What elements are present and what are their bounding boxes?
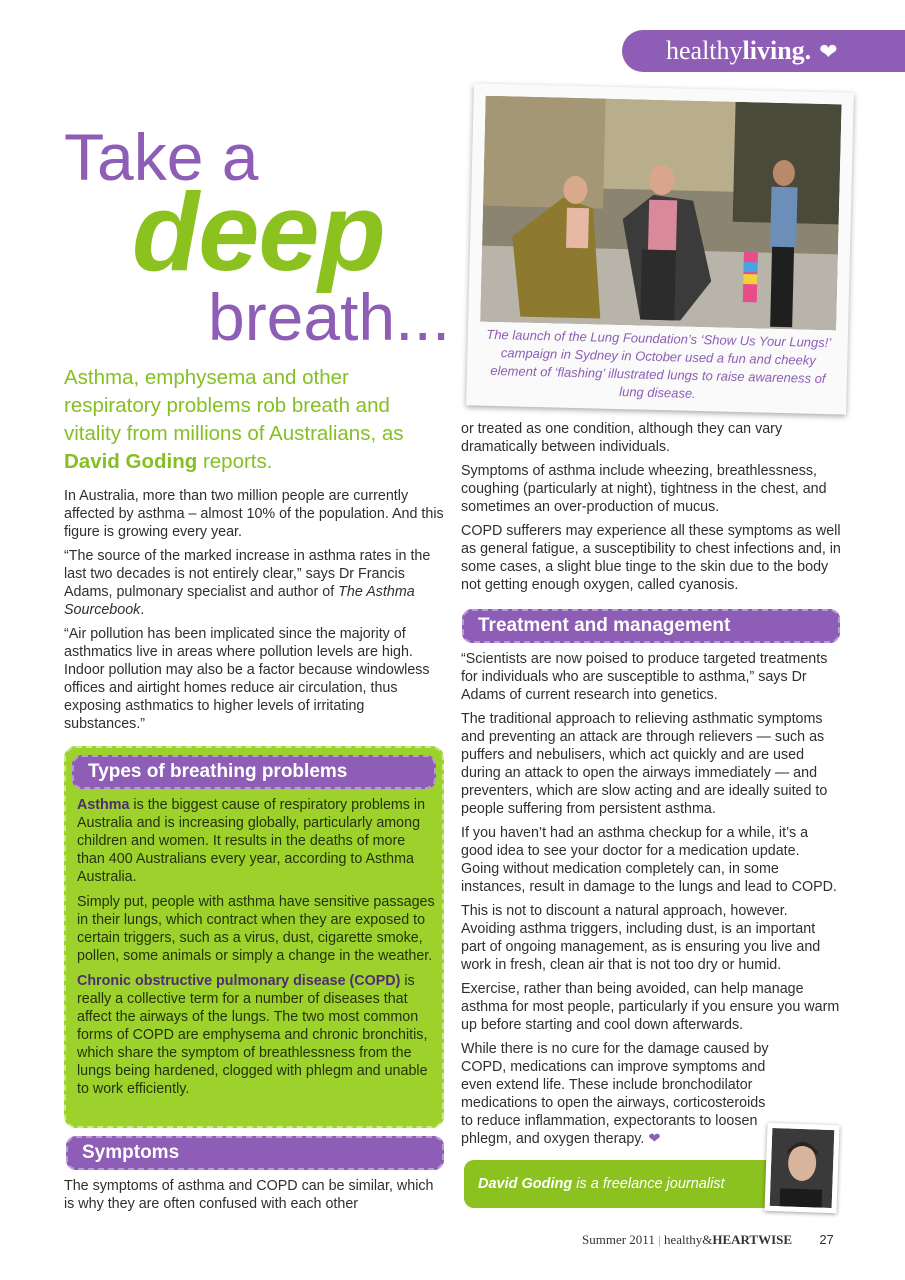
footer-separator: | xyxy=(658,1232,661,1247)
paragraph xyxy=(77,972,435,1098)
paragraph: Symptoms of asthma include wheezing, breathlessness, coughing (particularly at night), tightness in the chest, and sometimes an over-production of mucus. xyxy=(461,463,827,515)
author-name: David Goding xyxy=(478,1176,573,1192)
types-heading: Types of breathing problems xyxy=(72,755,436,789)
brand-regular: healthy& xyxy=(663,1232,713,1247)
author-role: is a freelance journalist xyxy=(572,1176,725,1192)
section-label-regular: healthy xyxy=(666,36,743,65)
paragraph: Simply put, people with asthma have sensitive passages in their lungs, which contract when they are exposed to certain triggers, such as a virus, dust, cigarette smoke, pollen, some animals or simply a change in the weather. xyxy=(77,894,435,964)
photo-caption: The launch of the Lung Foundation’s ‘Show Us Your Lungs!’ campaign in Sydney in October used a fun and cheeky element of ‘flashing’ illustrated lungs to raise awareness of lung disease. xyxy=(486,326,832,401)
paragraph: In Australia, more than two million people are currently affected by asthma – almost 10% of the population. And this figure is growing every year. xyxy=(64,488,444,540)
issue-date: Summer 2011 xyxy=(582,1232,655,1247)
paragraph: If you haven’t had an asthma checkup for a while, it’s a good idea to see your doctor for a medication update. Going without medication completely can, in some instances, result in damage to the lungs and lead to COPD. xyxy=(461,825,837,895)
left-column xyxy=(64,487,448,739)
paragraph: This is not to discount a natural approach, however. Avoiding asthma triggers, including dust, is an important part of ongoing management, as is ensuring you live and work in fresh, clean air that is not too dry or humid. xyxy=(461,903,821,973)
page-number: 27 xyxy=(819,1232,834,1247)
heart-icon: ❤ xyxy=(819,39,838,64)
paragraph xyxy=(77,796,435,886)
paragraph-text: is the biggest cause of respiratory problems in Australia and is increasing globally, particularly among children and women. It results in the deaths of more than 400 Australians every year, according to Asthma Australia. xyxy=(77,797,426,885)
paragraph: The traditional approach to relieving asthmatic symptoms and preventing an attack are through relievers — such as puffers and nebulisers, which act quickly and are used during an attack to open the airways immediately — and preventers, which are slow acting and are ideally suited to people suffering from persistent asthma. xyxy=(461,711,828,817)
photo-image xyxy=(480,96,841,331)
right-column xyxy=(461,420,841,1154)
paragraph-text: is really a collective term for a number of diseases that affect the airways of the lungs. The two most common forms of COPD are emphysema and chronic bronchitis, which share the symptom of breathlessness from the lungs being hardened, clogged with phlegm and unable to work efficiently. xyxy=(77,973,428,1097)
types-box-text xyxy=(77,796,435,1105)
paragraph xyxy=(461,1040,771,1148)
page-footer xyxy=(582,1232,834,1248)
paragraph-text: “The source of the marked increase in asthma rates in the last two decades is not entirely clear,” says Dr Francis Adams, pulmonary specialist and author of xyxy=(64,548,431,600)
paragraph: “Scientists are now poised to produce targeted treatments for individuals who are susceptible to asthma,” says Dr Adams of current research into genetics. xyxy=(461,651,828,703)
author-photo xyxy=(764,1123,839,1213)
standfirst-tail: reports. xyxy=(197,450,273,473)
paragraph: Exercise, rather than being avoided, can help manage asthma for most people, particularly if you ensure you warm up before starting and cool down afterwards. xyxy=(461,981,840,1033)
standfirst xyxy=(64,364,434,476)
magazine-brand xyxy=(664,1232,792,1247)
treatment-heading: Treatment and management xyxy=(462,609,840,643)
symptoms-text: The symptoms of asthma and COPD can be similar, which is why they are often confused with each other xyxy=(64,1178,434,1212)
term-copd: Chronic obstructive pulmonary disease (COPD) xyxy=(77,973,401,989)
brand-bold: HEARTWISE xyxy=(712,1232,793,1247)
paragraph-text: While there is no cure for the damage caused by COPD, medications can improve symptoms and even extend life. These include bronchodilator medications to open the airways, corticosteroids to reduce inflammation, expectorants to loosen phlegm, and oxygen therapy. xyxy=(461,1041,769,1147)
campaign-photo xyxy=(466,83,854,414)
headline-breath: breath... xyxy=(208,280,451,354)
book-title: The Asthma Sourcebook xyxy=(64,584,415,618)
heart-icon: ❤ xyxy=(648,1131,661,1147)
symptoms-heading: Symptoms xyxy=(66,1136,444,1170)
paragraph: COPD sufferers may experience all these symptoms as well as general fatigue, a susceptibility to chest infections and, in some cases, a slight blue tinge to the skin due to the body not getting enough oxygen, called cyanosis. xyxy=(461,523,841,593)
paragraph: or treated as one condition, although they can vary dramatically between individuals. xyxy=(461,421,783,455)
standfirst-text: Asthma, emphysema and other respiratory problems rob breath and vitality from millions of Australians, as xyxy=(64,366,404,445)
standfirst-author: David Goding xyxy=(64,450,198,473)
headline-deep: deep xyxy=(132,171,385,294)
headline-take-a: Take a xyxy=(64,120,259,194)
section-label-bold: living. xyxy=(742,36,812,65)
paragraph xyxy=(64,547,448,619)
section-tab xyxy=(622,30,905,72)
paragraph-text: . xyxy=(140,602,145,618)
term-asthma: Asthma xyxy=(77,797,130,813)
paragraph: “Air pollution has been implicated since the majority of asthmatics live in areas where pollution levels are high. Indoor pollution may also be a factor because windowless offices and airtight homes reduce air circulation, thus exposing asthmatics to higher levels of irritating substances.” xyxy=(64,626,430,732)
author-note xyxy=(464,1160,776,1208)
